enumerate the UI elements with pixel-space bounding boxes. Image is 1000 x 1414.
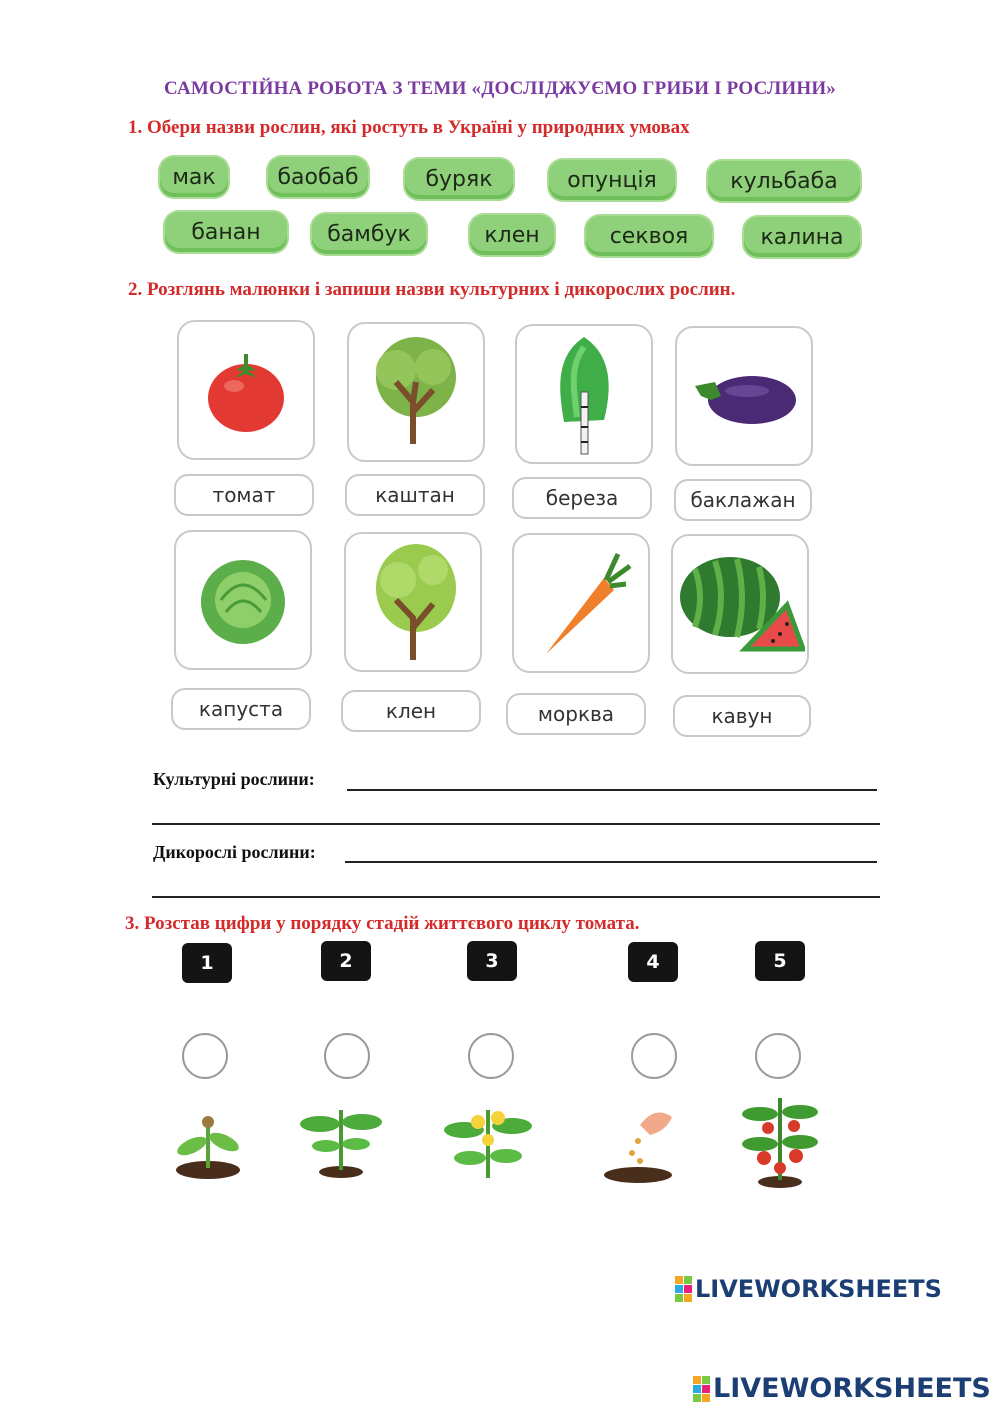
task2-heading: 2. Розглянь малюнки і запиши назви культурних і дикорослих рослин. — [128, 279, 736, 300]
page-title: САМОСТІЙНА РОБОТА З ТЕМИ «ДОСЛІДЖУЄМО ГРИБИ І РОСЛИНИ» — [163, 78, 837, 99]
number-2[interactable]: 2 — [321, 941, 371, 981]
watermelon-icon — [675, 549, 805, 659]
answer-circle-4[interactable] — [631, 1033, 677, 1079]
pill-buriak[interactable]: буряк — [405, 159, 513, 199]
card-chestnut — [347, 322, 485, 462]
tomato-icon — [196, 340, 296, 440]
task3-heading: 3. Розстав цифри у порядку стадій життєвого циклу томата. — [125, 913, 640, 934]
cultivated-label: Культурні рослини: — [153, 769, 315, 789]
card-birch — [515, 324, 653, 464]
sprout-stage-icon — [168, 1098, 248, 1180]
label-cabbage: капуста — [171, 688, 311, 730]
card-tomato — [177, 320, 315, 460]
number-3[interactable]: 3 — [467, 941, 517, 981]
pill-sekvoia[interactable]: секвоя — [586, 216, 712, 256]
label-chestnut: каштан — [345, 474, 485, 516]
logo-text-footer: LIVEWORKSHEETS — [713, 1373, 991, 1404]
number-4[interactable]: 4 — [628, 942, 678, 982]
liveworksheets-logo-footer — [693, 1373, 991, 1404]
sowing-seeds-stage-icon — [600, 1095, 682, 1183]
liveworksheets-logo — [675, 1275, 942, 1303]
label-watermelon: кавун — [673, 695, 811, 737]
card-cabbage — [174, 530, 312, 670]
label-carrot: морква — [506, 693, 646, 735]
card-eggplant — [675, 326, 813, 466]
pill-opuntsiia[interactable]: опунція — [549, 160, 675, 200]
pill-banan[interactable]: банан — [165, 212, 287, 252]
pill-kalyna[interactable]: калина — [744, 217, 860, 257]
pill-baobab[interactable]: баобаб — [268, 157, 368, 197]
eggplant-icon — [687, 356, 802, 436]
wild-label: Дикорослі рослини: — [153, 842, 316, 862]
card-maple — [344, 532, 482, 672]
pill-klen[interactable]: клен — [470, 215, 554, 255]
logo-squares-icon-footer — [693, 1376, 710, 1402]
fruiting-stage-icon — [738, 1092, 822, 1190]
chestnut-tree-icon — [361, 332, 471, 452]
task1-heading: 1. Обери назви рослин, які ростуть в Україні у природних умовах — [128, 117, 690, 138]
logo-text: LIVEWORKSHEETS — [695, 1275, 942, 1303]
cultivated-answer-line-1[interactable] — [347, 789, 877, 791]
wild-answer-line-1[interactable] — [345, 861, 877, 863]
label-tomato: томат — [174, 474, 314, 516]
cultivated-answer-line-2[interactable] — [152, 823, 880, 825]
cabbage-icon — [191, 550, 296, 650]
card-carrot — [512, 533, 650, 673]
card-watermelon — [671, 534, 809, 674]
carrot-icon — [526, 546, 636, 661]
label-eggplant: баклажан — [674, 479, 812, 521]
answer-circle-2[interactable] — [324, 1033, 370, 1079]
number-1[interactable]: 1 — [182, 943, 232, 983]
logo-squares-icon — [675, 1276, 692, 1302]
number-5[interactable]: 5 — [755, 941, 805, 981]
label-maple: клен — [341, 690, 481, 732]
pill-bambuk[interactable]: бамбук — [312, 214, 426, 254]
answer-circle-1[interactable] — [182, 1033, 228, 1079]
wild-answer-line-2[interactable] — [152, 896, 880, 898]
birch-tree-icon — [539, 332, 629, 457]
answer-circle-5[interactable] — [755, 1033, 801, 1079]
answer-circle-3[interactable] — [468, 1033, 514, 1079]
pill-mak[interactable]: мак — [160, 157, 228, 197]
flowering-stage-icon — [442, 1100, 534, 1180]
seedling-stage-icon — [296, 1098, 386, 1180]
pill-kulbaba[interactable]: кульбаба — [708, 161, 860, 201]
label-birch: береза — [512, 477, 652, 519]
maple-tree-icon — [358, 540, 468, 665]
